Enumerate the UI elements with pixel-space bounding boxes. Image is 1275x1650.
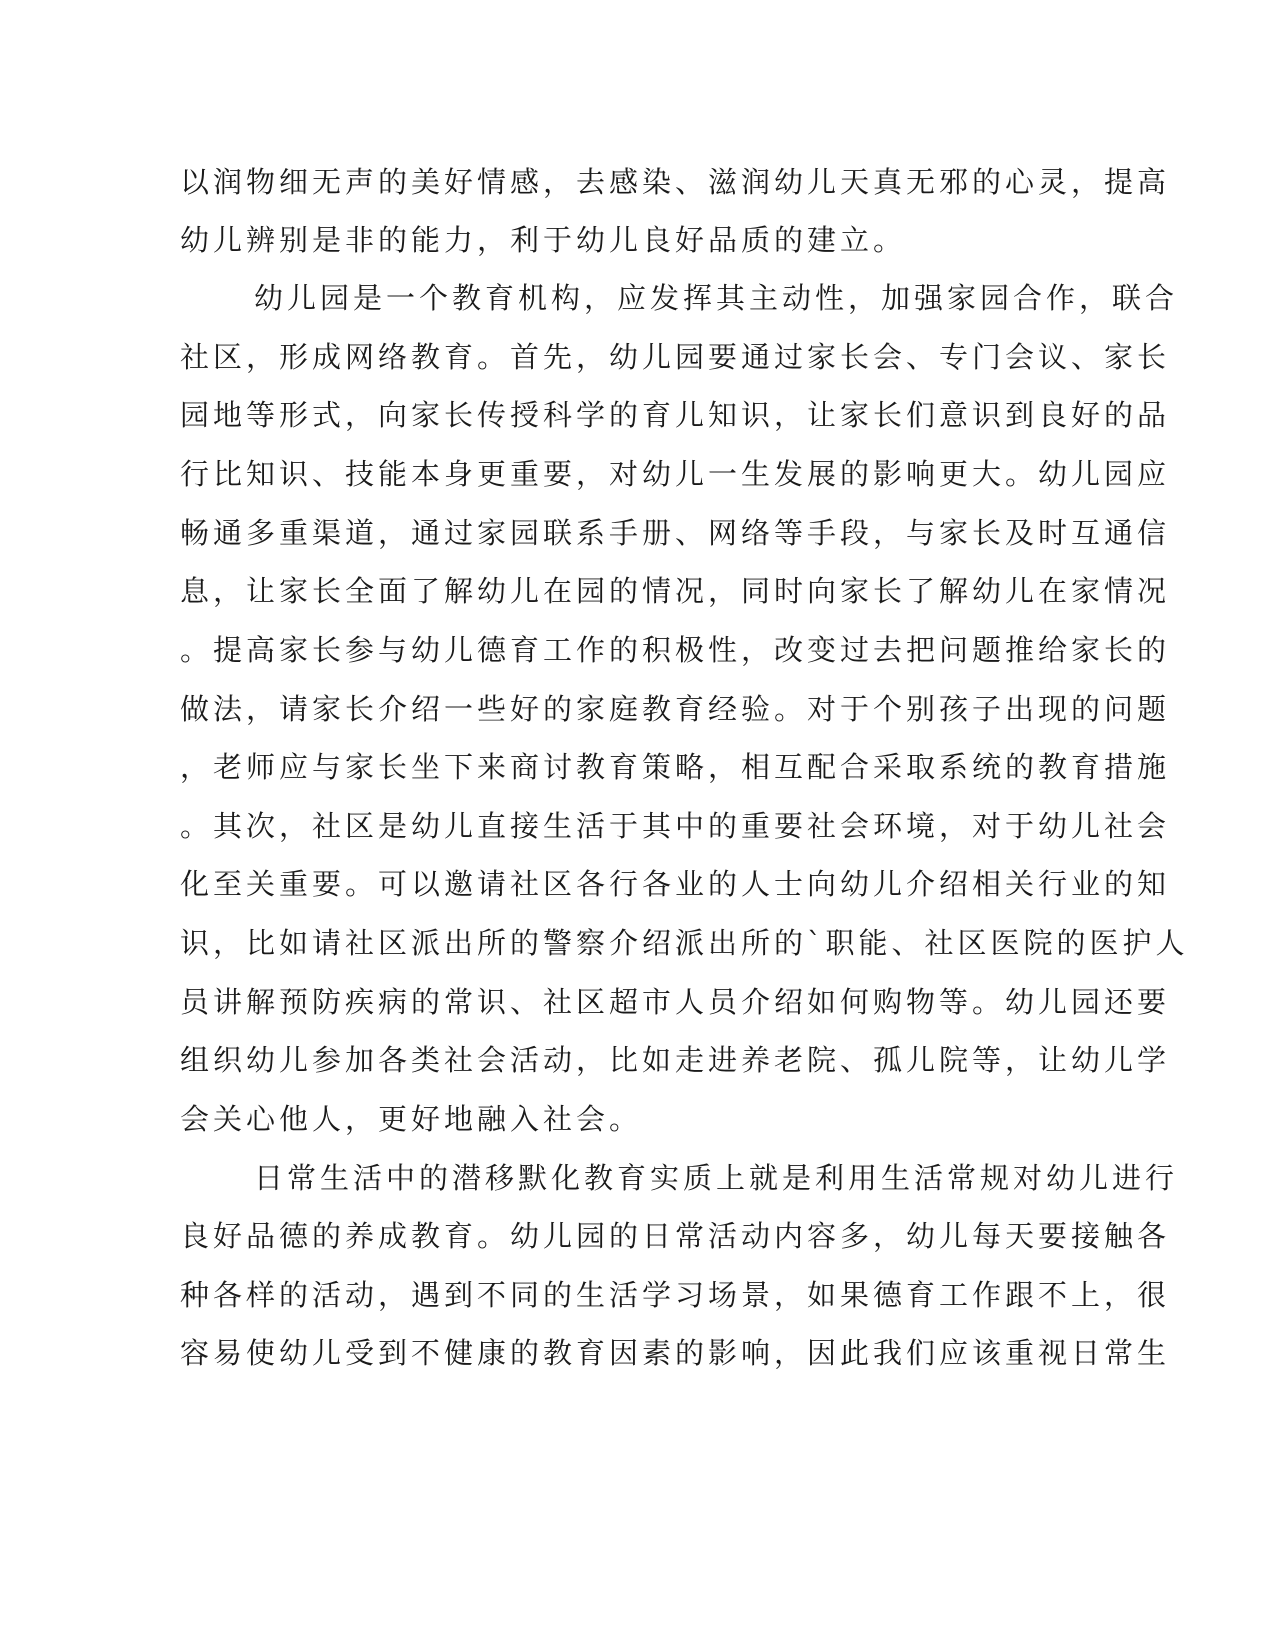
text-line: 种各样的活动，遇到不同的生活学习场景，如果德育工作跟不上，很 <box>180 1278 1171 1312</box>
text-line: 员讲解预防疾病的常识、社区超市人员介绍如何购物等。幼儿园还要 <box>180 985 1171 1019</box>
text-line: 做法，请家长介绍一些好的家庭教育经验。对于个别孩子出现的问题 <box>180 692 1171 726</box>
text-line: 良好品德的养成教育。幼儿园的日常活动内容多，幼儿每天要接触各 <box>180 1219 1171 1253</box>
text-line: 幼儿辨别是非的能力，利于幼儿良好品质的建立。 <box>180 223 907 257</box>
text-line: 会关心他人，更好地融入社会。 <box>180 1102 643 1136</box>
text-line: 化至关重要。可以邀请社区各行各业的人士向幼儿介绍相关行业的知 <box>180 867 1171 901</box>
text-line: ，老师应与家长坐下来商讨教育策略，相互配合采取系统的教育措施 <box>180 750 1171 784</box>
text-line: 园地等形式，向家长传授科学的育儿知识，让家长们意识到良好的品 <box>180 398 1171 432</box>
text-line: 容易使幼儿受到不健康的教育因素的影响，因此我们应该重视日常生 <box>180 1336 1171 1370</box>
text-line: 日常生活中的潜移默化教育实质上就是利用生活常规对幼儿进行 <box>254 1161 1179 1195</box>
text-line: 识，比如请社区派出所的警察介绍派出所的`职能、社区医院的医护人 <box>180 926 1189 960</box>
text-line: 行比知识、技能本身更重要，对幼儿一生发展的影响更大。幼儿园应 <box>180 457 1171 491</box>
text-line: 畅通多重渠道，通过家园联系手册、网络等手段，与家长及时互通信 <box>180 516 1171 550</box>
text-line: 社区，形成网络教育。首先，幼儿园要通过家长会、专门会议、家长 <box>180 340 1171 374</box>
text-line: 息，让家长全面了解幼儿在园的情况，同时向家长了解幼儿在家情况 <box>180 574 1171 608</box>
text-line: 幼儿园是一个教育机构，应发挥其主动性，加强家园合作，联合 <box>254 281 1179 315</box>
text-line: 。其次，社区是幼儿直接生活于其中的重要社会环境，对于幼儿社会 <box>180 809 1171 843</box>
text-line: 。提高家长参与幼儿德育工作的积极性，改变过去把问题推给家长的 <box>180 633 1171 667</box>
text-line: 以润物细无声的美好情感，去感染、滋润幼儿天真无邪的心灵，提高 <box>180 165 1171 199</box>
text-line: 组织幼儿参加各类社会活动，比如走进养老院、孤儿院等，让幼儿学 <box>180 1043 1171 1077</box>
